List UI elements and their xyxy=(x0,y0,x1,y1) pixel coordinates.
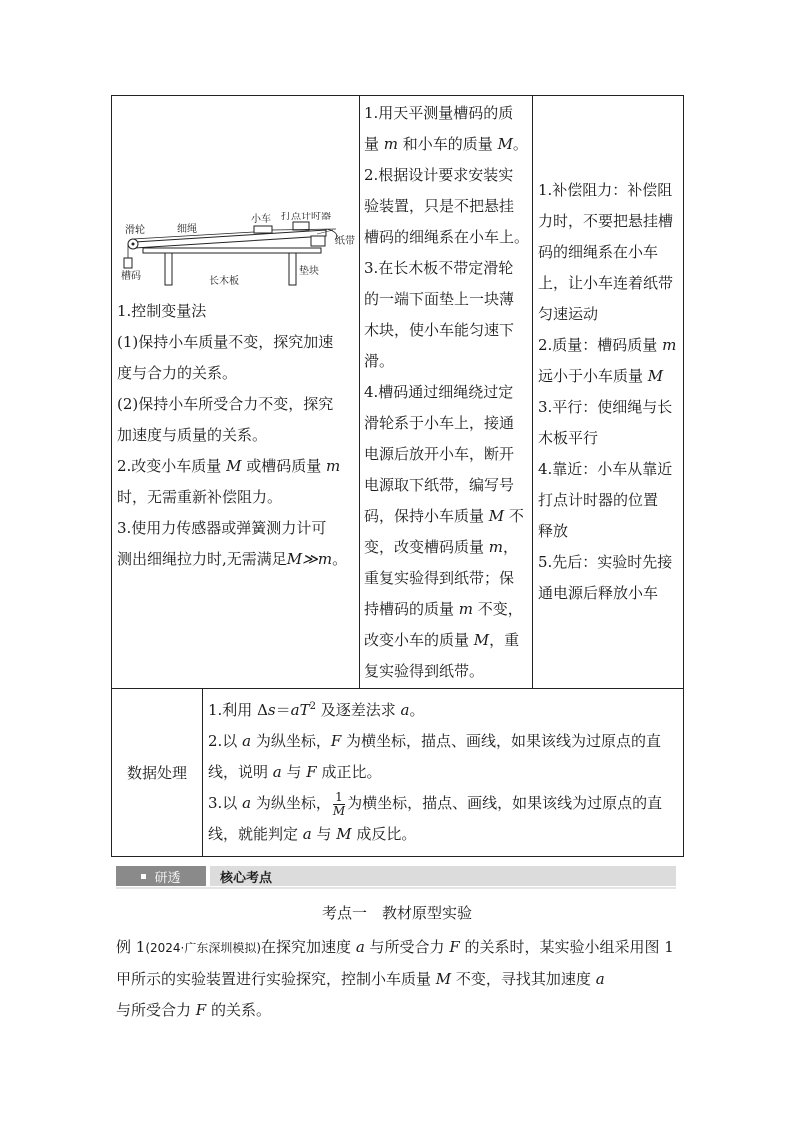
col3-line: 木板平行 xyxy=(538,429,599,447)
col2-line: 槽码的细绳系在小车上。 xyxy=(364,228,530,246)
section-title: 核心考点 xyxy=(210,866,676,886)
col3-line: 打点计时器的位置 xyxy=(538,491,659,509)
col3-line: 匀速运动 xyxy=(538,305,599,323)
col2-line: 3.在长木板不带定滑轮 xyxy=(364,259,514,277)
col2-line: 复实验得到纸带。 xyxy=(364,662,485,680)
label-block: 垫块 xyxy=(299,266,319,277)
example-paragraph: 例 1(2024·广东深圳模拟)在探究加速度 a 与所受合力 F 的关系时，某实验小组采用图 1 甲所示的实验装置进行实验探究，控制小车质量 M 不变，寻找其加速度 a 与所受合力 F 的关系。 xyxy=(116,938,674,1019)
section-bar xyxy=(116,866,676,888)
section-underline xyxy=(116,887,676,889)
col2-line: 的一端下面垫上一块薄 xyxy=(364,290,515,308)
dp-line: 线，说明 a 与 F 成正比。 xyxy=(208,763,382,781)
col2-line: 变，改变槽码质量 m， xyxy=(364,538,519,556)
col1-line: 1.控制变量法 xyxy=(117,302,207,320)
col1-line: 度与合力的关系。 xyxy=(117,364,238,382)
table-divider-1 xyxy=(359,95,360,689)
col3-line: 2.质量：槽码质量 m xyxy=(538,336,677,354)
col2-line: 持槽码的质量 m 不变， xyxy=(364,600,523,618)
col2-line: 改变小车的质量 M，重 xyxy=(364,631,520,649)
label-cart: 小车 xyxy=(251,214,271,225)
data-processing-text xyxy=(208,691,682,850)
data-processing-label: 数据处理 xyxy=(126,764,187,782)
col2-line: 码，保持小车质量 M 不 xyxy=(364,507,524,525)
topic-heading: 考点一 教材原型实验 xyxy=(321,904,472,922)
section-tag: 研透 xyxy=(116,866,206,886)
col2-line: 木块，使小车能匀速下 xyxy=(364,321,515,339)
col1-line: 测出细绳拉力时,无需满足M≫m。 xyxy=(117,550,348,568)
col3-line: 通电源后释放小车 xyxy=(538,584,659,602)
col3-line: 释放 xyxy=(538,522,569,540)
col3-line: 力时，不要把悬挂槽 xyxy=(538,212,674,230)
table-divider-3 xyxy=(202,688,203,857)
col1-line: 3.使用力传感器或弹簧测力计可 xyxy=(117,519,327,537)
col3-line: 1.补偿阻力：补偿阻 xyxy=(538,181,673,199)
col3-line: 码的细绳系在小车 xyxy=(538,243,659,261)
col3-line: 上，让小车连着纸带 xyxy=(538,274,674,292)
col2-line: 电源后放开小车，断开 xyxy=(364,445,515,463)
dp-line: 1.利用 $\Delta s=aT^2$ 及逐差法求 a。 xyxy=(208,701,425,719)
col2-line: 重复实验得到纸带；保 xyxy=(364,569,515,587)
col1-line: (2)保持小车所受合力不变，探究 xyxy=(117,395,334,413)
label-tape: 纸带 xyxy=(335,236,355,247)
label-string: 细绳 xyxy=(177,224,197,235)
col2-line: 4.槽码通过细绳绕过定 xyxy=(364,383,514,401)
col1-line: 加速度与质量的关系。 xyxy=(117,426,268,444)
fraction-1-over-M: $\frac{1}{M}$ xyxy=(332,789,346,818)
col2-line: 量 m 和小车的质量 M。 xyxy=(364,135,528,153)
col2-line: 电源取下纸带，编写号 xyxy=(364,476,515,494)
col2-line: 验装置，只是不把悬挂 xyxy=(364,197,515,215)
col3-text xyxy=(538,175,682,609)
col3-line: 4.靠近：小车从靠近 xyxy=(538,460,673,478)
label-pulley: 滑轮 xyxy=(125,225,145,236)
dp-line: 2.以 a 为纵坐标，F 为横坐标，描点、画线，如果该线为过原点的直 xyxy=(208,732,662,750)
col1-line: 2.改变小车质量 M 或槽码质量 m xyxy=(117,457,341,475)
label-weight: 槽码 xyxy=(121,271,141,282)
col2-line: 滑。 xyxy=(364,352,395,370)
label-board: 长木板 xyxy=(209,276,239,287)
apparatus-diagram xyxy=(121,212,356,292)
col2-line: 滑轮系于小车上，接通 xyxy=(364,414,515,432)
col2-text xyxy=(364,98,530,687)
col1-text xyxy=(117,296,357,575)
col3-line: 远小于小车质量 M xyxy=(538,367,664,385)
col2-line: 2.根据设计要求安装实 xyxy=(364,166,514,184)
col3-line: 5.先后：实验时先接 xyxy=(538,553,673,571)
col2-line: 1.用天平测量槽码的质 xyxy=(364,104,514,122)
label-timer: 打点计时器 xyxy=(281,212,331,222)
col1-line: (1)保持小车质量不变，探究加速 xyxy=(117,333,334,351)
dp-line: 线，就能判定 a 与 M 成反比。 xyxy=(208,825,417,843)
dp-line: 3.以 a 为纵坐标， $\frac{1}{M}$ 为横坐标，描点、画线，如果该线为过原点的直 xyxy=(208,789,663,818)
bullet-icon xyxy=(141,874,146,879)
table-divider-2 xyxy=(532,95,533,689)
col1-line: 时，无需重新补偿阻力。 xyxy=(117,488,283,506)
col3-line: 3.平行：使细绳与长 xyxy=(538,398,673,416)
